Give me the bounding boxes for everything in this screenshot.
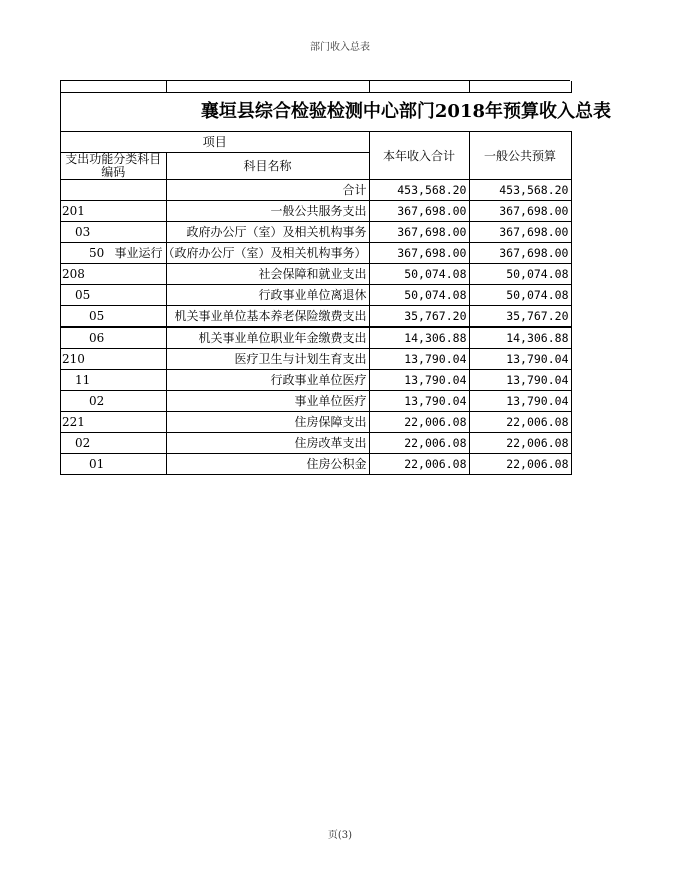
row-name: 住房改革支出 <box>294 436 367 450</box>
row-general: 13,790.04 <box>469 349 571 370</box>
row-name: 行政事业单位离退休 <box>258 288 367 302</box>
table-row <box>61 222 571 243</box>
spacer-cell <box>369 81 469 93</box>
row-general: 50,074.08 <box>469 285 571 306</box>
row-total: 13,790.04 <box>369 370 469 391</box>
title-row <box>61 93 571 132</box>
row-name-cell <box>166 222 369 243</box>
row-name-cell <box>166 264 369 285</box>
row-name-cell <box>166 433 369 454</box>
table-row <box>61 306 571 328</box>
row-code: 05 <box>61 306 166 328</box>
row-general: 50,074.08 <box>469 264 571 285</box>
row-general: 453,568.20 <box>469 180 571 201</box>
row-general: 13,790.04 <box>469 370 571 391</box>
table-row <box>61 391 571 412</box>
row-general: 35,767.20 <box>469 306 571 328</box>
row-total: 13,790.04 <box>369 349 469 370</box>
row-code: 01 <box>61 454 166 475</box>
row-name-cell <box>166 201 369 222</box>
row-total: 22,006.08 <box>369 454 469 475</box>
header-group: 项目 <box>61 132 369 153</box>
spacer-cell <box>61 81 166 93</box>
row-total: 13,790.04 <box>369 391 469 412</box>
row-name: 事业运行（政府办公厅（室）及相关机构事务） <box>114 246 367 260</box>
table-row <box>61 180 571 201</box>
row-general: 22,006.08 <box>469 433 571 454</box>
header-code-cell <box>61 153 166 180</box>
table-row <box>61 433 571 454</box>
table-row <box>61 412 571 433</box>
row-name-cell <box>166 412 369 433</box>
row-code: 210 <box>61 349 166 370</box>
page-header: 部门收入总表 <box>310 42 370 53</box>
row-general: 22,006.08 <box>469 412 571 433</box>
row-name: 住房公积金 <box>306 457 367 471</box>
row-general: 14,306.88 <box>469 327 571 349</box>
row-code: 208 <box>61 264 166 285</box>
row-general: 22,006.08 <box>469 454 571 475</box>
header-total: 本年收入合计 <box>369 132 469 180</box>
row-code: 02 <box>61 433 166 454</box>
header-row-top <box>61 132 571 153</box>
row-code: 201 <box>61 201 166 222</box>
row-code: 221 <box>61 412 166 433</box>
row-name-cell <box>166 349 369 370</box>
row-name-cell <box>166 306 369 328</box>
table-row <box>61 201 571 222</box>
row-name-cell <box>166 391 369 412</box>
row-name: 机关事业单位基本养老保险缴费支出 <box>174 309 367 323</box>
table-row <box>61 349 571 370</box>
row-total: 35,767.20 <box>369 306 469 328</box>
row-code <box>61 180 166 201</box>
table-title-cell <box>61 93 611 132</box>
row-code: 03 <box>61 222 166 243</box>
row-code: 50 <box>61 243 166 264</box>
row-total: 367,698.00 <box>369 243 469 264</box>
header-code: 支出功能分类科目编码 <box>65 152 162 179</box>
table-row <box>61 370 571 391</box>
row-general: 367,698.00 <box>469 201 571 222</box>
budget-sheet <box>60 80 611 475</box>
page-footer: 页(3) <box>327 830 353 841</box>
row-total: 22,006.08 <box>369 433 469 454</box>
row-total: 50,074.08 <box>369 264 469 285</box>
row-name-cell <box>166 454 369 475</box>
row-total: 367,698.00 <box>369 222 469 243</box>
row-name: 行政事业单位医疗 <box>270 373 367 387</box>
row-name-cell <box>166 370 369 391</box>
row-name-cell <box>166 327 369 349</box>
table-title: 襄垣县综合检验检测中心部门2018年预算收入总表 <box>200 101 611 122</box>
table-row <box>61 327 571 349</box>
row-name-cell <box>114 243 369 264</box>
header-name: 科目名称 <box>166 153 369 180</box>
row-code: 11 <box>61 370 166 391</box>
row-name: 机关事业单位职业年金缴费支出 <box>198 331 367 345</box>
row-code: 02 <box>61 391 166 412</box>
row-name-cell <box>166 180 369 201</box>
table-row <box>61 243 571 264</box>
spacer-cell <box>469 81 571 93</box>
row-name: 住房保障支出 <box>294 415 367 429</box>
header-general: 一般公共预算 <box>469 132 571 180</box>
row-name: 事业单位医疗 <box>294 394 367 408</box>
table-row <box>61 285 571 306</box>
table-row <box>61 454 571 475</box>
row-general: 367,698.00 <box>469 222 571 243</box>
spacer-row <box>61 81 571 93</box>
row-total: 22,006.08 <box>369 412 469 433</box>
table-row <box>61 264 571 285</box>
row-code: 05 <box>61 285 166 306</box>
row-name: 医疗卫生与计划生育支出 <box>234 352 367 366</box>
row-code: 06 <box>61 327 166 349</box>
row-total: 453,568.20 <box>369 180 469 201</box>
row-name: 合计 <box>342 183 367 197</box>
budget-table <box>61 81 611 475</box>
row-name-cell <box>166 285 369 306</box>
row-name: 社会保障和就业支出 <box>258 267 367 281</box>
row-name: 政府办公厅（室）及相关机构事务 <box>186 225 367 239</box>
row-name: 一般公共服务支出 <box>270 204 367 218</box>
row-total: 50,074.08 <box>369 285 469 306</box>
row-total: 14,306.88 <box>369 327 469 349</box>
row-total: 367,698.00 <box>369 201 469 222</box>
row-general: 367,698.00 <box>469 243 571 264</box>
row-general: 13,790.04 <box>469 391 571 412</box>
spacer-cell <box>166 81 369 93</box>
